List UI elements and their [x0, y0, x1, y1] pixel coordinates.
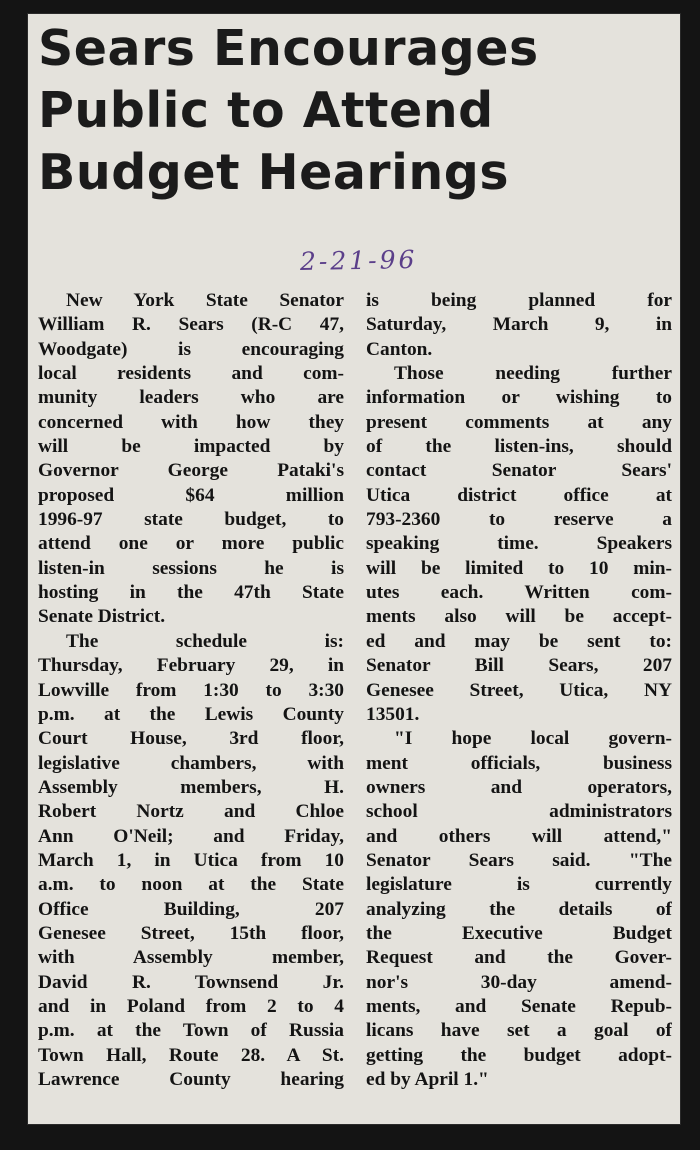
article-headline: [38, 18, 668, 204]
article-line: ed and may be sent to:: [366, 630, 672, 652]
article-line: Utica district office at: [366, 484, 672, 506]
article-line: of the listen-ins, should: [366, 436, 672, 458]
article-line: Senate District.: [38, 606, 166, 628]
article-line: Lowville from 1:30 to 3:30: [38, 679, 344, 701]
article-line: Lawrence County hearing: [38, 1069, 344, 1090]
article-line: 13501.: [366, 703, 420, 725]
handwritten-date: 2-21-96: [299, 244, 418, 277]
article-line: Assembly members, H.: [38, 776, 344, 798]
article-line: owners and operators,: [366, 776, 672, 798]
article-line: Senator Sears said. "The: [366, 849, 672, 871]
article-line: Genesee Street, Utica, NY: [366, 679, 672, 701]
article-line: school administrators: [366, 801, 672, 823]
article-line: a.m. to noon at the State: [38, 874, 344, 896]
article-line: p.m. at the Lewis County: [38, 703, 344, 725]
headline-line: Budget Hearings: [38, 144, 509, 201]
article-line: The schedule is:: [66, 630, 344, 652]
article-line: Governor George Pataki's: [38, 460, 344, 482]
article-line: the Executive Budget: [366, 922, 672, 944]
article-line: legislature is currently: [366, 874, 672, 896]
article-column-right: [366, 289, 672, 1092]
article-line: information or wishing to: [366, 387, 672, 409]
article-line: ed by April 1.": [366, 1069, 489, 1090]
article-line: and in Poland from 2 to 4: [38, 995, 344, 1017]
article-line: Saturday, March 9, in: [366, 314, 672, 336]
article-line: present comments at any: [366, 411, 672, 433]
article-line: Thursday, February 29, in: [38, 655, 344, 677]
article-line: with Assembly member,: [38, 947, 344, 969]
article-line: Genesee Street, 15th floor,: [38, 922, 344, 944]
article-line: will be limited to 10 min-: [366, 557, 672, 579]
article-line: Robert Nortz and Chloe: [38, 801, 344, 823]
article-line: New York State Senator: [66, 290, 344, 311]
article-line: munity leaders who are: [38, 387, 344, 409]
article-line: Court House, 3rd floor,: [38, 728, 344, 750]
article-line: listen-in sessions he is: [38, 557, 344, 579]
article-line: and others will attend,": [366, 825, 672, 847]
article-line: "I hope local govern-: [394, 728, 672, 750]
article-line: legislative chambers, with: [38, 752, 344, 774]
article-line: analyzing the details of: [366, 898, 672, 920]
article-line: nor's 30-day amend-: [366, 971, 672, 993]
article-line: is being planned for: [366, 290, 672, 311]
article-line: David R. Townsend Jr.: [38, 971, 344, 993]
article-line: William R. Sears (R-C 47,: [38, 314, 344, 336]
article-line: will be impacted by: [38, 436, 344, 458]
article-line: local residents and com-: [38, 363, 344, 385]
article-line: getting the budget adopt-: [366, 1044, 672, 1066]
article-line: ments also will be accept-: [366, 606, 672, 628]
article-line: licans have set a goal of: [366, 1020, 672, 1042]
article-line: Ann O'Neil; and Friday,: [38, 825, 344, 847]
article-line: concerned with how they: [38, 411, 344, 433]
article-line: speaking time. Speakers: [366, 533, 672, 555]
article-line: Office Building, 207: [38, 898, 344, 920]
article-line: Town Hall, Route 28. A St.: [38, 1044, 344, 1066]
headline-line: Public to Attend: [38, 82, 494, 139]
article-line: hosting in the 47th State: [38, 582, 344, 604]
headline-line: Sears Encourages: [38, 20, 539, 77]
article-line: ment officials, business: [366, 752, 672, 774]
article-line: 1996-97 state budget, to: [38, 509, 344, 531]
article-line: Senator Bill Sears, 207: [366, 655, 672, 677]
newspaper-clipping: [28, 14, 680, 1124]
article-line: Those needing further: [394, 363, 672, 385]
article-line: Request and the Gover-: [366, 947, 672, 969]
article-line: 793-2360 to reserve a: [366, 509, 672, 531]
article-line: March 1, in Utica from 10: [38, 849, 344, 871]
article-line: Woodgate) is encouraging: [38, 338, 344, 360]
article-line: proposed $64 million: [38, 484, 344, 506]
article-line: Canton.: [366, 338, 433, 360]
article-line: p.m. at the Town of Russia: [38, 1020, 344, 1042]
article-line: ments, and Senate Repub-: [366, 995, 672, 1017]
article-line: utes each. Written com-: [366, 582, 672, 604]
article-line: attend one or more public: [38, 533, 344, 555]
article-column-left: [38, 289, 344, 1092]
article-line: contact Senator Sears': [366, 460, 672, 482]
